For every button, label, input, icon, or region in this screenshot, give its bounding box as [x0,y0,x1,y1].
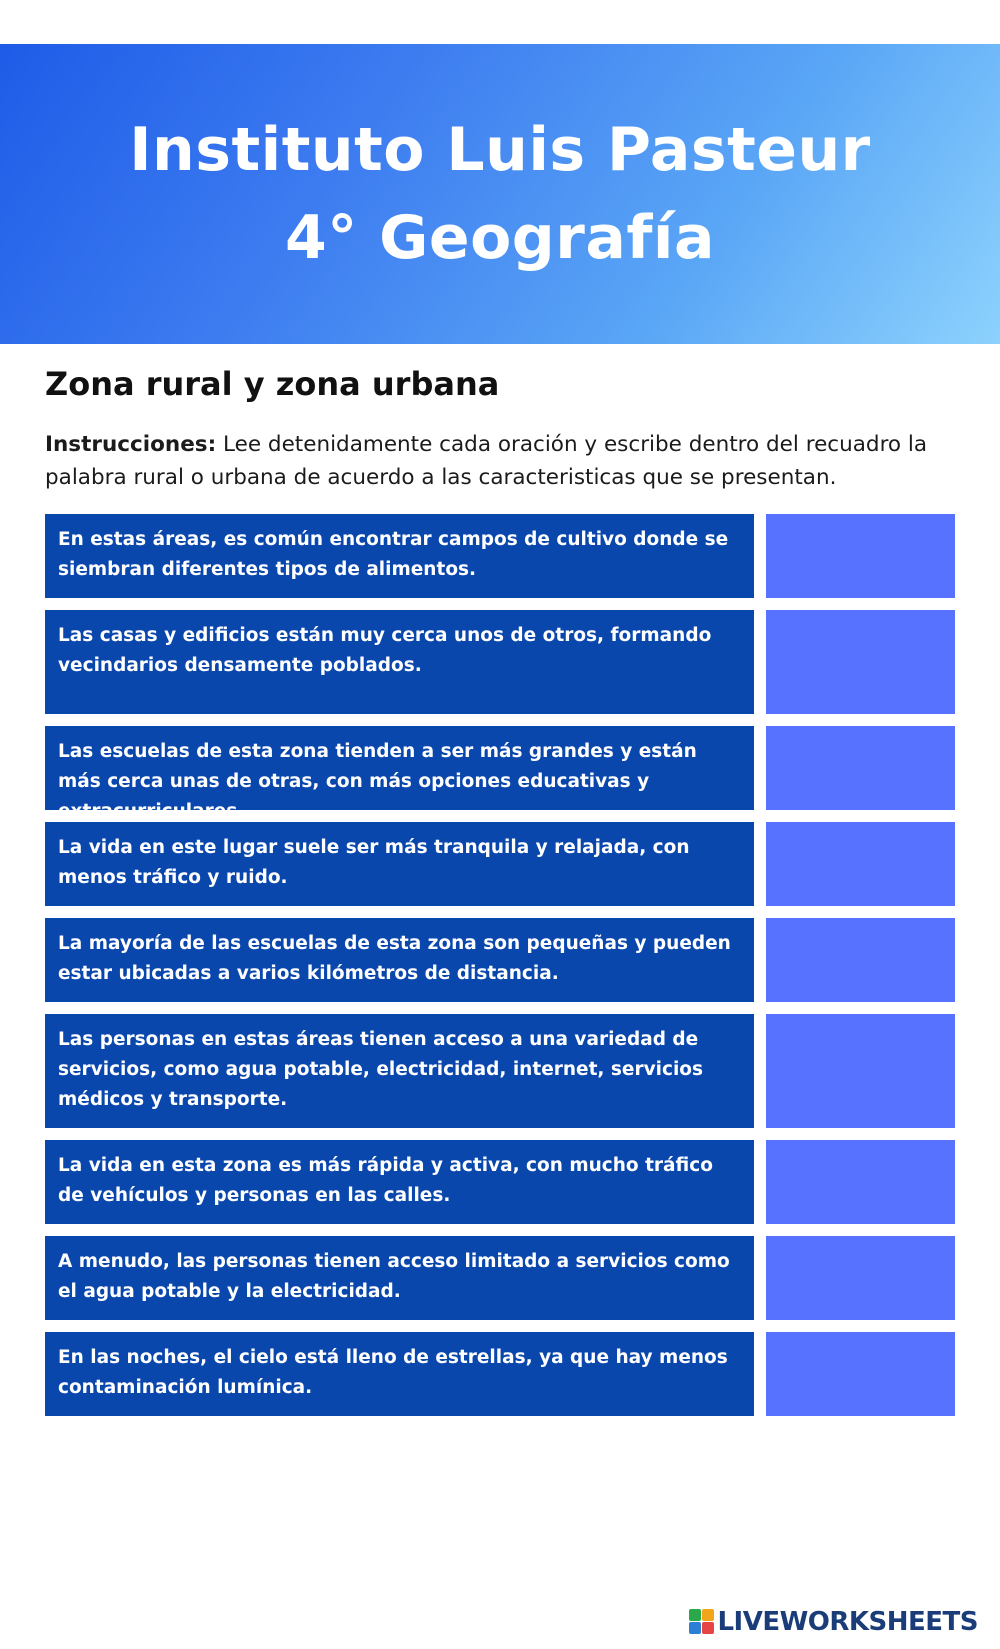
exercise-row [45,1332,955,1416]
sentence-box: En estas áreas, es común encontrar campos de cultivo donde se siembran diferentes tipos de alimentos. [45,514,754,598]
answer-input[interactable] [766,1014,955,1128]
sentence-box: Las casas y edificios están muy cerca unos de otros, formando vecindarios densamente poblados. [45,610,754,714]
exercise-row [45,822,955,906]
answer-input[interactable] [766,726,955,810]
answer-input[interactable] [766,1140,955,1224]
exercise-row [45,1236,955,1320]
instructions-label: Instrucciones: [45,432,217,457]
exercise-row [45,1140,955,1224]
instructions-text: Lee detenidamente cada oración y escribe dentro del recuadro la palabra rural o urbana de acuerdo a las caracteristicas que se presentan. [45,432,928,490]
answer-input[interactable] [766,610,955,714]
answer-input[interactable] [766,1332,955,1416]
exercise-row [45,514,955,598]
answer-input[interactable] [766,1236,955,1320]
exercise-row [45,726,955,822]
header-banner [0,44,1000,344]
sentence-box: Las escuelas de esta zona tienden a ser más grandes y están más cerca unas de otras, con más opciones educativas y extracurriculares. [45,726,754,810]
liveworksheets-logo[interactable] [689,1606,978,1638]
exercise-row [45,1014,955,1128]
sentence-box: La vida en esta zona es más rápida y activa, con mucho tráfico de vehículos y personas en las calles. [45,1140,754,1224]
school-title: Instituto Luis Pasteur [129,115,871,185]
exercise-row [45,610,955,714]
sentence-box: A menudo, las personas tienen acceso limitado a servicios como el agua potable y la electricidad. [45,1236,754,1320]
exercise-row [45,918,955,1002]
answer-input[interactable] [766,822,955,906]
sentence-box: En las noches, el cielo está lleno de estrellas, ya que hay menos contaminación lumínica. [45,1332,754,1416]
liveworksheets-wordmark: LIVEWORKSHEETS [717,1607,978,1637]
course-title: 4° Geografía [285,203,715,273]
answer-input[interactable] [766,514,955,598]
instructions [45,428,955,494]
liveworksheets-blocks-icon [689,1609,715,1635]
sentence-box: La vida en este lugar suele ser más tranquila y relajada, con menos tráfico y ruido. [45,822,754,906]
sentence-box: Las personas en estas áreas tienen acceso a una variedad de servicios, como agua potable, electricidad, internet, servicios médicos y transporte. [45,1014,754,1128]
section-title: Zona rural y zona urbana [45,365,500,403]
answer-input[interactable] [766,918,955,1002]
sentence-box: La mayoría de las escuelas de esta zona son pequeñas y pueden estar ubicadas a varios kilómetros de distancia. [45,918,754,1002]
